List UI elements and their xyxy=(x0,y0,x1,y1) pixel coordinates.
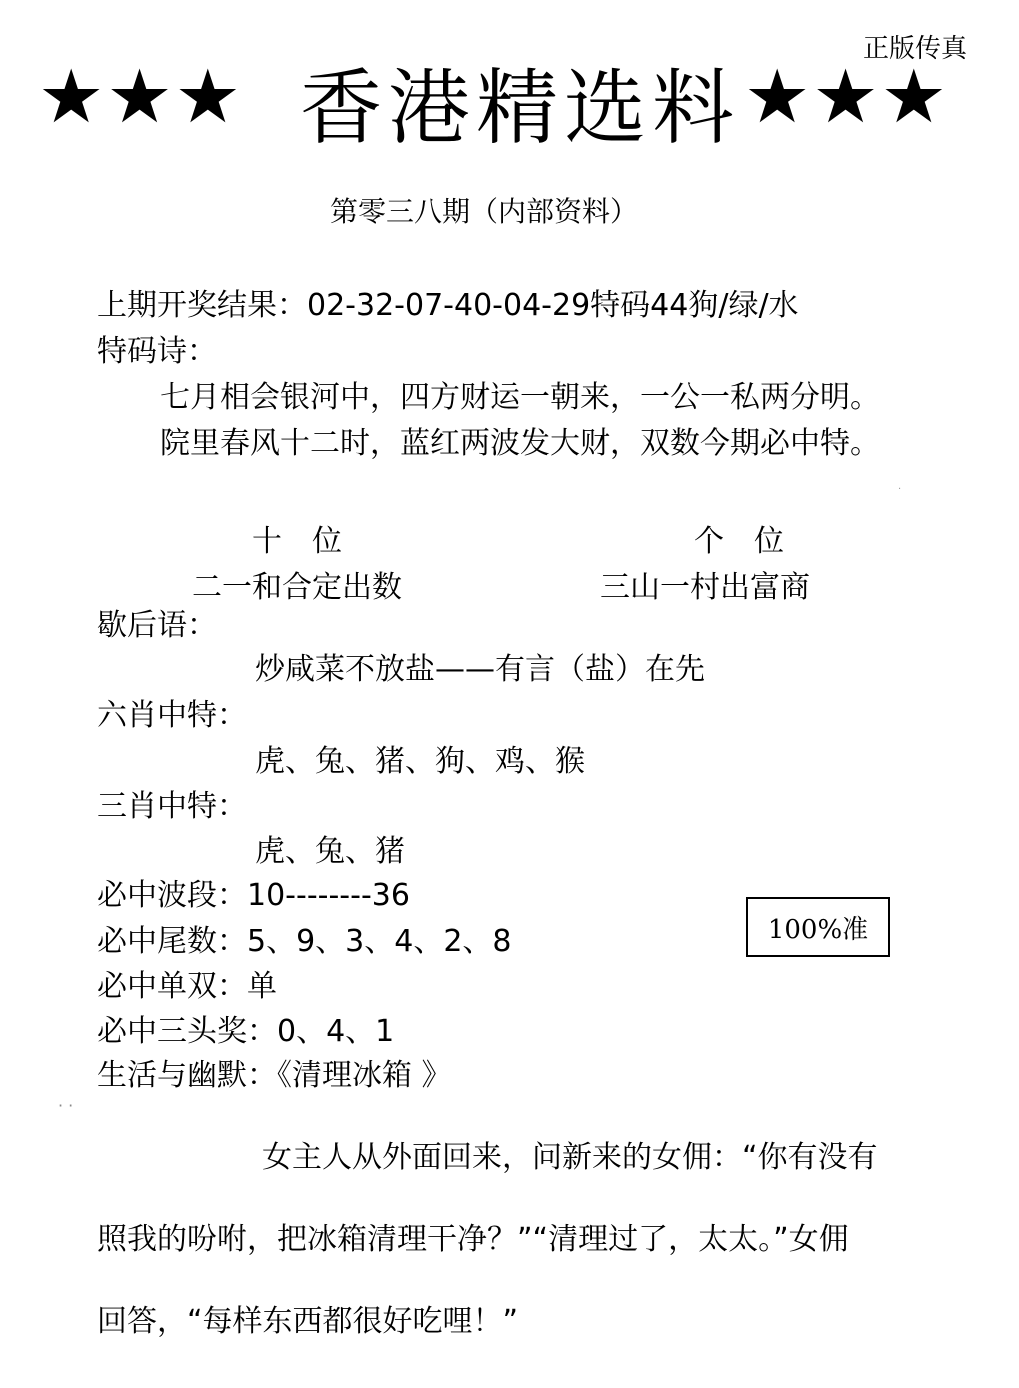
page-title: 香港精选料 xyxy=(300,61,741,156)
issue-number: 第零三八期（内部资料） xyxy=(330,195,639,228)
wave-range: 必中波段：10--------36 xyxy=(97,878,410,913)
three-zodiac-content: 虎、兔、猪 xyxy=(255,834,405,869)
one-digit-hint: 三山一村出富商 xyxy=(600,570,810,605)
ten-digit-hint: 二一和合定出数 xyxy=(192,570,402,605)
poem-line-1: 七月相会银河中，四方财运一朝来，一公一私两分明。 xyxy=(160,380,880,415)
story-paragraph-1: 女主人从外面回来，问新来的女佣：“你有没有 xyxy=(262,1140,878,1175)
one-digit-heading: 个位 xyxy=(694,524,814,559)
six-zodiac-content: 虎、兔、猪、狗、鸡、猴 xyxy=(255,744,585,779)
top-right-tag: 正版传真 xyxy=(862,34,967,64)
six-zodiac-label: 六肖中特： xyxy=(97,698,247,733)
poem-label: 特码诗： xyxy=(97,334,217,369)
saying-content: 炒咸菜不放盐——有言（盐）在先 xyxy=(255,652,705,687)
story-paragraph-3: 回答，“每样东西都很好吃哩！” xyxy=(97,1304,519,1339)
last-draw-result: 上期开奖结果：02-32-07-40-04-29特码44狗/绿/水 xyxy=(97,288,799,323)
stray-dots: · · xyxy=(58,1096,74,1115)
head-numbers: 必中三头奖：0、4、1 xyxy=(97,1014,395,1049)
accuracy-stamp: 100%准 xyxy=(746,897,890,957)
poem-line-2: 院里春风十二时，蓝红两波发大财，双数今期必中特。 xyxy=(160,426,880,461)
story-paragraph-2: 照我的吩咐，把冰箱清理干净？”“清理过了，太太。”女佣 xyxy=(97,1222,849,1257)
odd-even: 必中单双：单 xyxy=(97,969,277,1004)
three-zodiac-label: 三肖中特： xyxy=(97,789,247,824)
saying-label: 歇后语： xyxy=(97,608,217,643)
tail-numbers: 必中尾数：5、9、3、4、2、8 xyxy=(97,924,512,959)
humor-title: 生活与幽默：《清理冰箱 》 xyxy=(97,1058,452,1093)
stars-left-icon: ★★★ xyxy=(38,54,244,140)
stars-right-icon: ★★★ xyxy=(744,54,950,140)
ten-digit-heading: 十位 xyxy=(252,524,372,559)
stray-dot: · xyxy=(898,484,902,495)
